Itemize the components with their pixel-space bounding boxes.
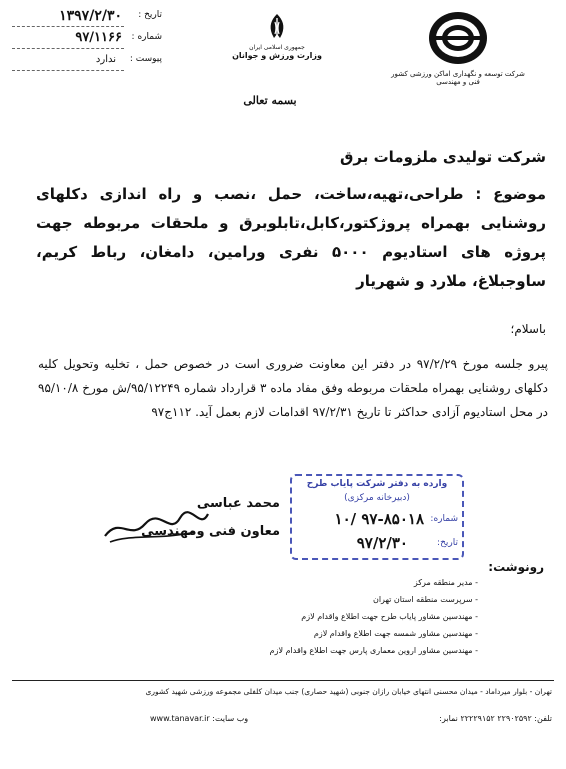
- number-underline: [12, 34, 124, 49]
- attachment-underline: [12, 56, 124, 71]
- signature-block: [100, 496, 280, 556]
- number-row: [12, 32, 162, 48]
- stamp-line1: وارده به دفتر شرکت پایاب طرح: [306, 479, 448, 489]
- letter-meta: [12, 10, 162, 76]
- date-underline: [12, 12, 124, 27]
- cc-item-text: مدیر منطقه مرکز: [413, 578, 473, 587]
- cc-item-text: مهندسین مشاور پایاب طرح جهت اطلاع واقدام لازم: [301, 612, 473, 621]
- cc-list: [198, 574, 478, 659]
- cc-item-text: مهندسین مشاور اروین معماری پارس جهت اطلاع واقدام لازم: [269, 646, 473, 655]
- cc-item: - مهندسین مشاور پایاب طرح جهت اطلاع واقدام لازم: [301, 612, 478, 621]
- cc-item: - مهندسین مشاور شمسه جهت اطلاع واقدام لازم: [313, 629, 478, 638]
- cc-item: - مهندسین مشاور اروین معماری پارس جهت اطلاع واقدام لازم: [269, 646, 478, 655]
- number-label: شماره :: [131, 32, 162, 42]
- iran-emblem-icon: [262, 12, 292, 42]
- signer-title: معاون فنی ومهندسی: [141, 524, 280, 539]
- attachment-label: پیوست :: [129, 54, 162, 64]
- footer-website: www.tanavar.ir :وب سایت: [150, 714, 249, 723]
- company-line1: شرکت توسعه و نگهداری اماکن ورزشی کشور: [391, 70, 525, 78]
- signer-name: محمد عباسی: [196, 496, 280, 511]
- cc-item-text: سرپرست منطقه استان تهران: [372, 595, 473, 604]
- date-label: تاریخ :: [138, 10, 162, 20]
- stamp-number-row: [296, 510, 458, 530]
- recipient: شرکت تولیدی ملزومات برق: [340, 148, 546, 166]
- greeting: باسلام؛: [510, 322, 546, 336]
- cc-label: رونوشت:: [488, 560, 544, 574]
- date-row: [12, 10, 162, 26]
- company-line2: فنی و مهندسی: [436, 78, 480, 86]
- footer-address: تهران - بلوار میرداماد - میدان محسنی انتهای خیابان رازان جنوبی (شهید حصاری) جنب میدان کلفلی مجموعه ورزشی شهید کشوری: [145, 687, 552, 696]
- cc-item: - سرپرست منطقه استان تهران: [372, 595, 478, 604]
- stamp-number-label: شماره:: [430, 514, 458, 524]
- stamp-date-value: ۹۷/۲/۳۰: [356, 534, 408, 552]
- footer-divider: [12, 680, 554, 681]
- company-logo-icon: [427, 10, 489, 66]
- stamp-line2: (دبیرخانه مرکزی): [344, 493, 410, 503]
- stamp-number-value: ۹۷-۸۵۰۱۸ /۱۰: [334, 510, 424, 528]
- letter-body: پیرو جلسه مورخ ۹۷/۲/۲۹ در دفتر این معاونت ضروری است در خصوص حمل ، تخلیه وتحویل کلیه دکلهای روشنایی بهمراه ملحقات مربوطه وفق مفاد ماده ۳ قرارداد شماره ۹۵/۱۲۲۴۹/ش مورخ ۹۵/۱۰/۸ در محل استادیوم آزادی حداکثر تا تاریخ ۹۷/۲/۳۱ اقدامات لازم بعمل آید. ۱۱۲ج۹۷: [38, 357, 548, 419]
- attachment-value: ندارد: [95, 54, 116, 65]
- ministry-line1: جمهوری اسلامی ایران: [249, 44, 305, 51]
- footer-phone: تلفن: ۲۲۹۰۲۵۹۲ ۲۲۲۲۹۱۵۲ نمابر:: [439, 714, 552, 723]
- incoming-stamp: [290, 474, 464, 560]
- attachment-row: [12, 54, 162, 70]
- subject: موضوع : طراحی،تهیه،ساخت، حمل ،نصب و راه اندازی دکلهای روشنایی بهمراه پروژکتور،کابل،تابلوبرق و ملحقات مربوطه جهت پروژه های استادیوم ۵۰۰۰ نفری ورامین، دامغان، رباط کریم، ساوجبلاغ، ملارد و شهریار: [36, 185, 546, 290]
- stamp-date-label: تاریخ:: [437, 538, 458, 548]
- ministry-block: [222, 12, 332, 74]
- number-value: ۹۷/۱۱۶۶: [75, 30, 122, 45]
- ministry-line2: وزارت ورزش و جوانان: [232, 51, 322, 60]
- basmala: بسمه تعالی: [243, 94, 297, 107]
- date-value: ۱۳۹۷/۲/۳۰: [59, 8, 122, 24]
- cc-item: - مدیر منطقه مرکز: [413, 578, 478, 587]
- stamp-date-row: [296, 534, 458, 554]
- cc-item-text: مهندسین مشاور شمسه جهت اطلاع واقدام لازم: [313, 629, 473, 638]
- company-block: [378, 10, 538, 106]
